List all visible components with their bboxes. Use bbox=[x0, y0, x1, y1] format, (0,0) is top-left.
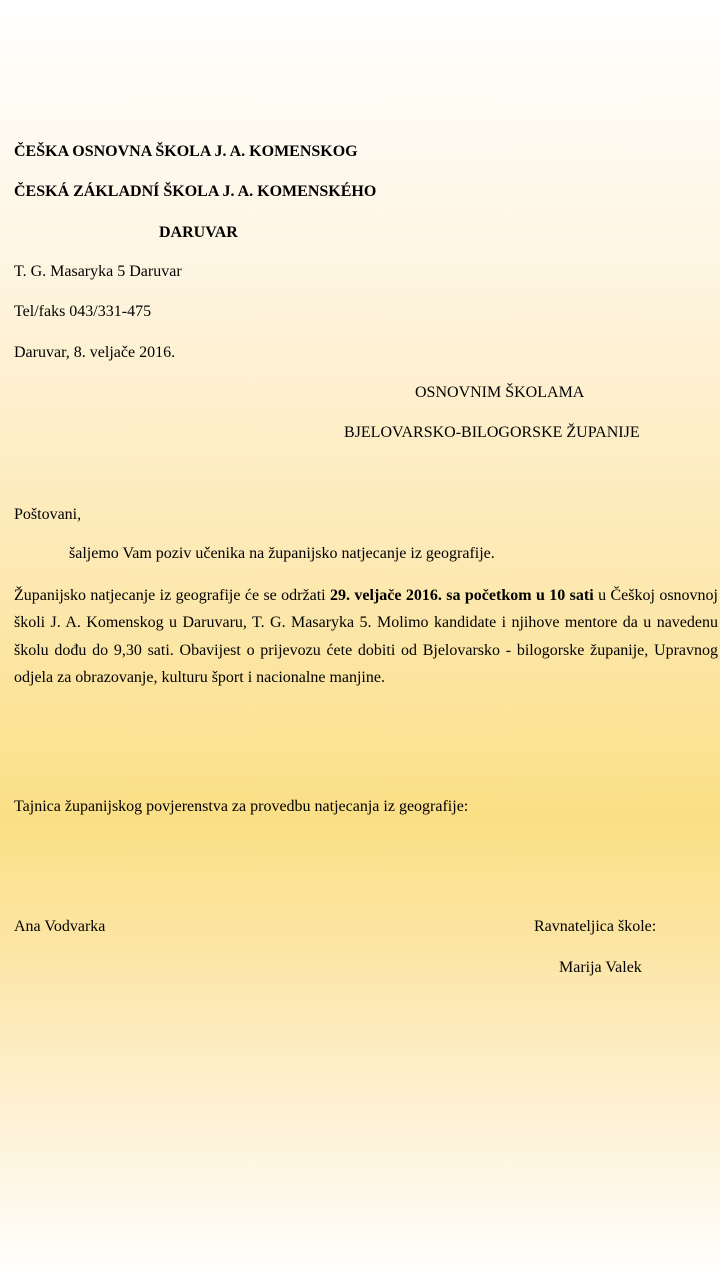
recipient-line-1: OSNOVNIM ŠKOLAMA bbox=[415, 384, 585, 401]
school-phone: Tel/faks 043/331-475 bbox=[14, 303, 152, 320]
closing-line: Tajnica županijskog povjerenstva za provedbu natjecanja iz geografije: bbox=[14, 798, 469, 815]
signatory-right-title: Ravnateljica škole: bbox=[534, 918, 657, 935]
school-name-czech: ČESKÁ ZÁKLADNÍ ŠKOLA J. A. KOMENSKÉHO bbox=[14, 183, 377, 200]
paragraph-text-start: Županijsko natjecanje iz geografije će se održati bbox=[14, 587, 330, 604]
recipient-line-2: BJELOVARSKO-BILOGORSKE ŽUPANIJE bbox=[344, 424, 640, 441]
school-name-croatian: ČEŠKA OSNOVNA ŠKOLA J. A. KOMENSKOG bbox=[14, 143, 358, 160]
signatory-left-name: Ana Vodvarka bbox=[14, 918, 106, 935]
salutation: Poštovani, bbox=[14, 506, 82, 523]
event-date-time: 29. veljače 2016. sa početkom u 10 sati bbox=[330, 587, 594, 604]
school-address: T. G. Masaryka 5 Daruvar bbox=[14, 263, 182, 280]
intro-sentence: šaljemo Vam poziv učenika na županijsko natjecanje iz geografije. bbox=[69, 545, 495, 562]
signatory-right-name: Marija Valek bbox=[559, 959, 642, 976]
letter-date: Daruvar, 8. veljače 2016. bbox=[14, 344, 176, 361]
main-paragraph bbox=[14, 582, 718, 691]
school-city: DARUVAR bbox=[159, 224, 238, 241]
paragraph-text-rest: u Češkoj osnovnoj školi J. A. Komenskog u Daruvaru, T. G. Masaryka 5. Molimo kandidate i njihove mentore da u navedenu školu dođu do 9,30 sati. Obavijest o prijevozu ćete dobiti od Bjelovarsko - bilogorske županije, Upravnog odjela za obrazovanje, kulturu šport i nacionalne manjine. bbox=[14, 587, 718, 686]
